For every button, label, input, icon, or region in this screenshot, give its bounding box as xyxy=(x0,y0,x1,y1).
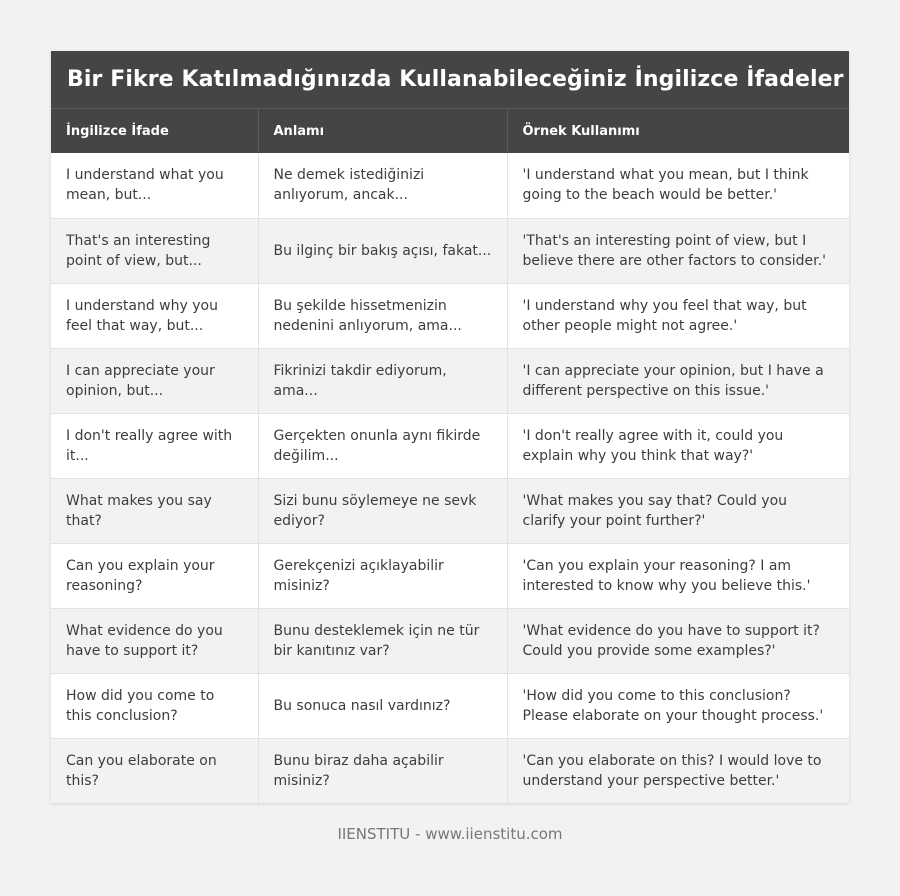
cell-example-usage: 'I understand what you mean, but I think going to the beach would be better.' xyxy=(507,153,849,218)
cell-meaning: Bunu desteklemek için ne tür bir kanıtınız var? xyxy=(258,608,507,673)
cell-example-usage: 'Can you explain your reasoning? I am interested to know why you believe this.' xyxy=(507,543,849,608)
cell-example-usage: 'Can you elaborate on this? I would love to understand your perspective better.' xyxy=(507,738,849,803)
column-header-english-phrase: İngilizce İfade xyxy=(51,109,258,154)
cell-english-phrase: I don't really agree with it... xyxy=(51,413,258,478)
cell-example-usage: 'That's an interesting point of view, but I believe there are other factors to consider.' xyxy=(507,218,849,283)
table-row xyxy=(51,608,849,673)
phrases-table xyxy=(51,108,849,803)
cell-english-phrase: I can appreciate your opinion, but... xyxy=(51,348,258,413)
cell-example-usage: 'I don't really agree with it, could you explain why you think that way?' xyxy=(507,413,849,478)
cell-example-usage: 'How did you come to this conclusion? Please elaborate on your thought process.' xyxy=(507,673,849,738)
column-header-meaning: Anlamı xyxy=(258,109,507,154)
table-row xyxy=(51,348,849,413)
cell-meaning: Bu şekilde hissetmenizin nedenini anlıyorum, ama... xyxy=(258,283,507,348)
table-row xyxy=(51,673,849,738)
cell-example-usage: 'What evidence do you have to support it? Could you provide some examples?' xyxy=(507,608,849,673)
phrases-card xyxy=(51,51,849,803)
column-header-example-usage: Örnek Kullanımı xyxy=(507,109,849,154)
cell-english-phrase: How did you come to this conclusion? xyxy=(51,673,258,738)
table-row xyxy=(51,738,849,803)
table-row xyxy=(51,153,849,218)
table-row xyxy=(51,543,849,608)
cell-meaning: Gerçekten onunla aynı fikirde değilim... xyxy=(258,413,507,478)
table-row xyxy=(51,478,849,543)
table-header-row xyxy=(51,109,849,154)
cell-meaning: Bu ilginç bir bakış açısı, fakat... xyxy=(258,218,507,283)
cell-meaning: Sizi bunu söylemeye ne sevk ediyor? xyxy=(258,478,507,543)
cell-meaning: Fikrinizi takdir ediyorum, ama... xyxy=(258,348,507,413)
cell-english-phrase: What evidence do you have to support it? xyxy=(51,608,258,673)
page-title: Bir Fikre Katılmadığınızda Kullanabileceğiniz İngilizce İfadeler xyxy=(67,67,844,92)
cell-meaning: Gerekçenizi açıklayabilir misiniz? xyxy=(258,543,507,608)
cell-meaning: Ne demek istediğinizi anlıyorum, ancak... xyxy=(258,153,507,218)
cell-english-phrase: Can you elaborate on this? xyxy=(51,738,258,803)
table-row xyxy=(51,413,849,478)
cell-example-usage: 'I can appreciate your opinion, but I have a different perspective on this issue.' xyxy=(507,348,849,413)
cell-english-phrase: I understand what you mean, but... xyxy=(51,153,258,218)
title-bar xyxy=(51,51,849,108)
table-row xyxy=(51,283,849,348)
footer-credit: IIENSTITU - www.iienstitu.com xyxy=(337,825,563,843)
cell-example-usage: 'What makes you say that? Could you clarify your point further?' xyxy=(507,478,849,543)
cell-meaning: Bunu biraz daha açabilir misiniz? xyxy=(258,738,507,803)
cell-english-phrase: What makes you say that? xyxy=(51,478,258,543)
cell-english-phrase: Can you explain your reasoning? xyxy=(51,543,258,608)
cell-example-usage: 'I understand why you feel that way, but other people might not agree.' xyxy=(507,283,849,348)
cell-english-phrase: That's an interesting point of view, but... xyxy=(51,218,258,283)
table-row xyxy=(51,218,849,283)
cell-english-phrase: I understand why you feel that way, but... xyxy=(51,283,258,348)
cell-meaning: Bu sonuca nasıl vardınız? xyxy=(258,673,507,738)
